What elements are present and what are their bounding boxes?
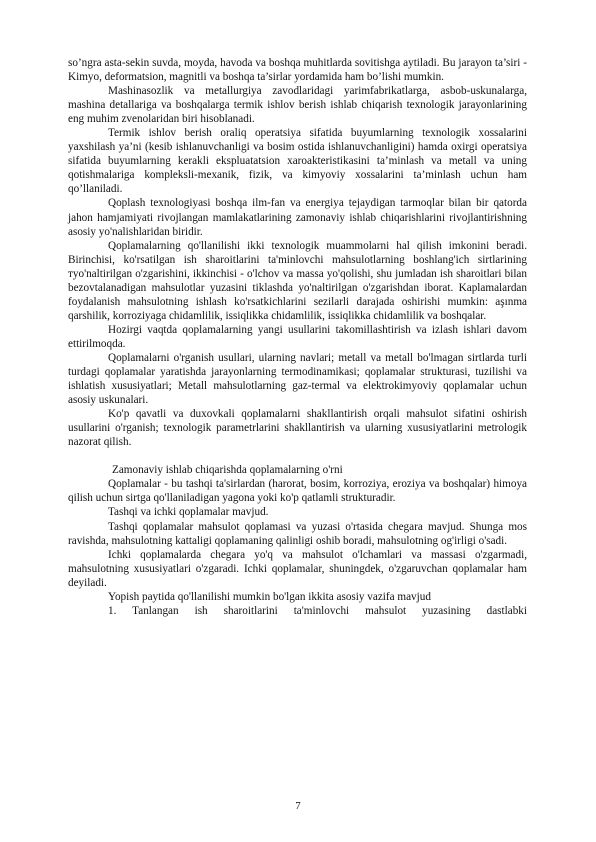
paragraph: Hozirgi vaqtda qoplamalarning yangi usullarini takomillashtirish va izlash ishlari davom ettirilmoqda. (68, 323, 527, 350)
paragraph: Qoplamalar - bu tashqi ta'sirlardan (harorat, bosim, korroziya, eroziya va boshqalar) himoya qilish uchun sirtga qo'llaniladigan yagona yoki ko'p qatlamli strukturadir. (68, 478, 527, 505)
page-body (68, 56, 527, 618)
paragraph: Termik ishlov berish oraliq operatsiya sifatida buyumlarning texnologik xossalarini yaxshilash ya’ni (kesib ishlanuvchanligi va bosim ostida ishlanuvchanligini) hamda oxirgi operatsiya sifatida buyumlarning kerakli ekspluatatsion xaroakteristikasini ta’minlash va metall va uning qotishmalariga kompleksli-mexanik, fizik, va kimyoviy xossalarini ta’minlash uchun ham qo’llaniladi. (68, 127, 527, 196)
paragraph: Ko'p qavatli va duxovkali qoplamalarni shakllantirish orqali mahsulot sifatini oshirish usullarini o'rganish; texnologik parametrlarini shakllantirish va ularning xususiyatlarini metrologik nazorat qilish. (68, 408, 527, 449)
paragraph: Tashqi va ichki qoplamalar mavjud. (108, 506, 269, 519)
paragraph: Qoplash texnologiyasi boshqa ilm-fan va energiya tejaydigan tarmoqlar bilan bir qatorda jahon hamjamiyati rivojlangan mamlakatlarining zamonaviy ishlab chiqarishlarini rivojlantirishning asosiy yo'nalishlaridan biridir. (68, 197, 527, 238)
paragraph: 1. Tanlangan ish sharoitlarini ta'minlovchi mahsulot yuzasining dastlabki (108, 604, 527, 617)
paragraph: Zamonaviy ishlab chiqarishda qoplamalarning o'rni (112, 464, 343, 477)
paragraph: Qoplamalarning qo'llanilishi ikki texnologik muammolarni hal qilish imkonini beradi. Birinchisi, ko'rsatilgan ish sharoitlarini ta'minlovchi mahsulotlarning boshlang'ich sirtlarining тyo'naltirilgan o'zgarishini, ikkinchisi - o'lchov va massa yo'qolishi, shu jumladan ish sharoitlari bilan bezovtalanadigan mahsulotlar yuzasini tiklashda yo'naltirilgan o'zgarishdan iborat. Kaplamalardan foydalanish mahsulotning ishlash ko'rsatkichlarini sezilarli darajada oshirishi mumkin: aşınma qarshilik, korroziyaga chidamlilik, issiqlikka chidamlilik, issiqlikka chidamlilik va boshqalar. (68, 239, 527, 322)
paragraph: Qoplamalarni o'rganish usullari, ularning navlari; metall va metall bo'lmagan sirtlarda turli turdagi qoplamalar yaratishda jarayonlarning termodinamikasi; qoplamalar strukturasi, tuzilishi va ishlatish xususiyatlari; Metall mahsulotlarning gaz-termal va elektrokimyoviy qoplamalar uchun asosiy uskunalari. (68, 351, 527, 407)
page-number: 7 (295, 800, 301, 812)
paragraph: so’ngra asta-sekin suvda, moyda, havoda va boshqa muhitlarda sovitishga aytiladi. Bu jarayon ta’siri - Kimyo, deformatsion, magnitli va boshqa ta’sirlar yordamida ham bo’lishi mumkin. (68, 57, 527, 84)
paragraph: Mashinasozlik va metallurgiya zavodlaridagi yarimfabrikatlarga, asbob-uskunalarga, mashina detallariga va boshqalarga termik ishlov berish ishlab chiqarish texnologik jarayonlarining eng muhim zvenolaridan biri hisoblanadi. (68, 85, 527, 126)
paragraph: Yopish paytida qo'llanilishi mumkin bo'lgan ikkita asosiy vazifa mavjud (108, 590, 431, 603)
paragraph: Tashqi qoplamalar mahsulot qoplamasi va yuzasi o'rtasida chegara mavjud. Shunga mos ravishda, mahsulotning kattaligi qoplamaning qalinligi oshib boradi, mahsulotning og'irligi o'sadi. (68, 520, 527, 547)
paragraph: Ichki qoplamalarda chegara yo'q va mahsulot o'lchamlari va massasi o'zgarmadi, mahsulotning xususiyatlari o'zgaradi. Ichki qoplamalar, shuningdek, o'zgaruvchan qoplamalar ham deyiladi. (68, 548, 527, 589)
